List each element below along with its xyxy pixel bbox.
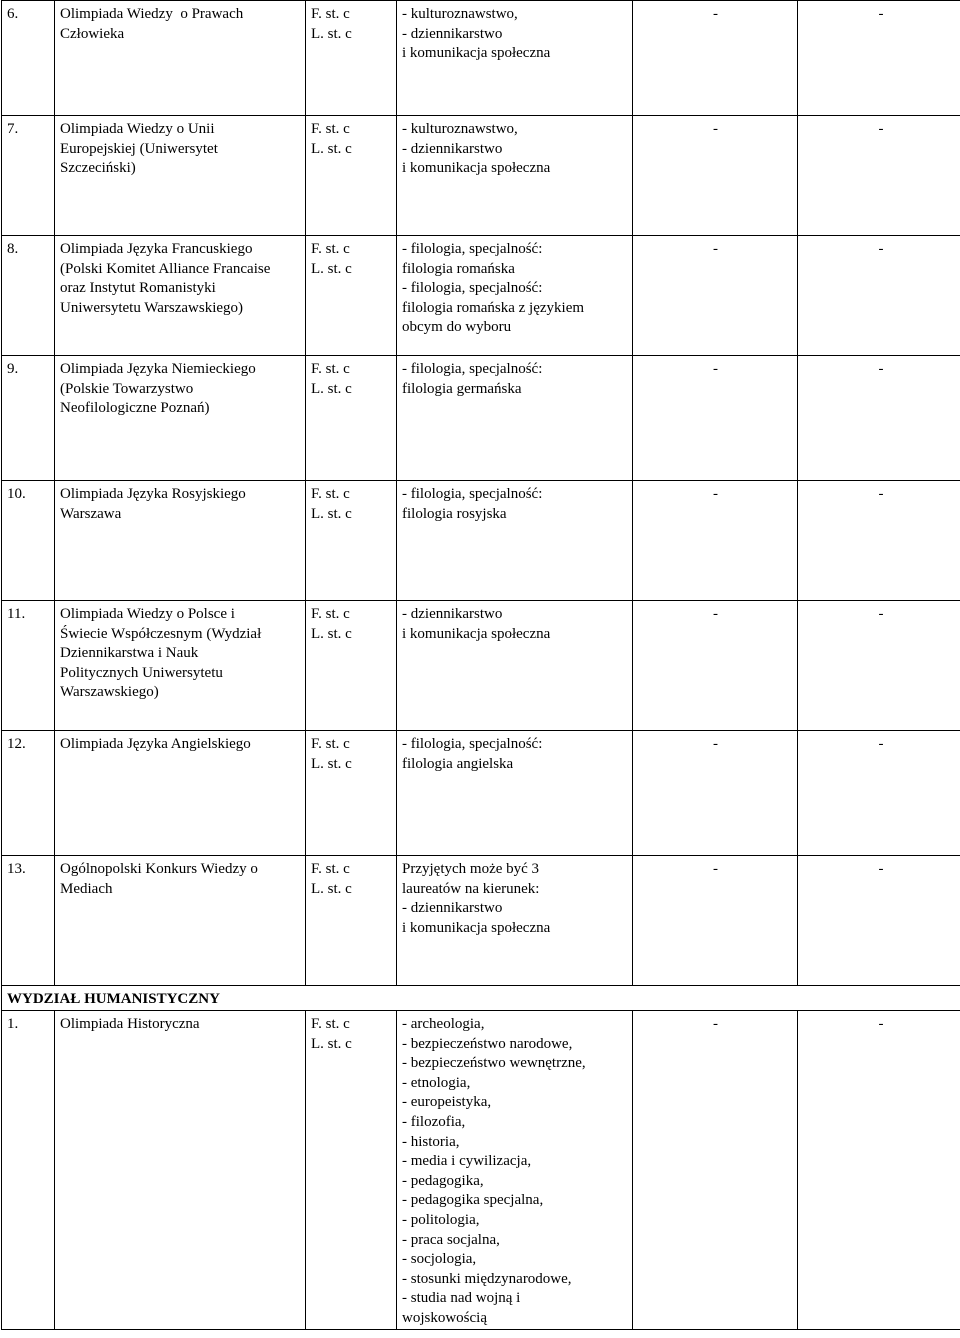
study-form-line: F. st. c [311,361,350,377]
study-fields-line: - filozofia, [402,1113,466,1130]
study-fields-line: - filologia, specjalność: [402,486,543,502]
dash-value: - [878,1016,884,1032]
study-fields-line: - kulturoznawstwo, [402,121,518,137]
study-fields [397,601,633,731]
competition-name-line: Olimpiada Języka Angielskiego [60,736,251,752]
entitlement-cell [633,481,798,601]
table-row [2,481,960,601]
table-row [2,116,960,236]
study-form-line: F. st. c [311,861,350,877]
study-form [306,356,397,481]
row-number [2,601,55,731]
study-fields-line: i komunikacja społeczna [402,625,551,642]
entitlement-cell [798,856,960,986]
table-row [2,1011,960,1330]
competition-name [55,116,306,236]
competition-name [55,236,306,356]
row-number [2,731,55,856]
row-number-text: 9. [7,361,19,377]
study-form-line: F. st. c [311,6,350,22]
study-fields-line: filologia angielska [402,755,514,772]
study-fields [397,481,633,601]
table-body-olympiads [2,1,960,986]
row-number-text: 8. [7,241,19,257]
dash-value: - [878,241,884,257]
row-number-text: 12. [7,736,26,752]
study-fields-line: - studia nad wojną i [402,1290,521,1307]
dash-value: - [713,361,718,377]
study-fields-line: i komunikacja społeczna [402,45,551,62]
competition-name [55,601,306,731]
table-row [2,731,960,856]
study-fields-line: - bezpieczeństwo narodowe, [402,1035,573,1052]
study-fields-line: i komunikacja społeczna [402,160,551,177]
row-number-text: 13. [7,861,26,877]
competition-name-line: Neofilologiczne Poznań) [60,400,210,417]
study-fields [397,1,633,116]
entitlement-cell [633,356,798,481]
study-fields-line: - socjologia, [402,1251,477,1268]
competition-name-line: Świecie Współczesnym (Wydział [60,625,262,642]
study-fields-line: - archeologia, [402,1016,485,1032]
entitlement-cell [633,731,798,856]
competition-name-line: Uniwersytetu Warszawskiego) [60,299,244,316]
study-fields-line: - bezpieczeństwo wewnętrzne, [402,1055,586,1072]
study-fields [397,236,633,356]
study-fields-line: - filologia, specjalność: [402,361,543,377]
dash-value: - [713,241,718,257]
study-fields-line: laureatów na kierunek: [402,880,540,897]
study-form [306,856,397,986]
study-fields-line: - kulturoznawstwo, [402,6,518,22]
competition-name-line: Człowieka [60,25,125,42]
row-number [2,1011,55,1330]
competition-name-line: Olimpiada Wiedzy o Prawach [60,6,244,22]
competition-name-line: Olimpiada Języka Niemieckiego [60,361,256,377]
dash-value: - [713,486,718,502]
competition-name-line: Olimpiada Wiedzy o Polsce i [60,606,235,622]
study-fields-line: - historia, [402,1133,460,1150]
competition-name-line: Politycznych Uniwersytetu [60,664,223,681]
dash-value: - [713,736,718,752]
study-fields-line: filologia rosyjska [402,505,507,522]
entitlement-cell [633,1,798,116]
row-number-text: 6. [7,6,19,22]
study-fields-line: - media i cywilizacja, [402,1153,532,1170]
competition-name-line: Dziennikarstwa i Nauk [60,645,199,662]
study-form-line: L. st. c [311,380,352,397]
entitlement-cell [798,601,960,731]
row-number-text: 7. [7,121,19,137]
study-fields [397,856,633,986]
row-number [2,116,55,236]
competition-name-line: (Polski Komitet Alliance Francaise [60,260,271,277]
study-form-line: L. st. c [311,25,352,42]
entitlement-cell [798,356,960,481]
table-row [2,856,960,986]
dash-value: - [713,1016,718,1032]
row-number [2,236,55,356]
competition-name [55,856,306,986]
row-number [2,481,55,601]
study-fields-line: - filologia, specjalność: [402,736,543,752]
dash-value: - [878,361,884,377]
dash-value: - [878,606,884,622]
study-form-line: L. st. c [311,140,352,157]
study-fields-line: filologia germańska [402,380,522,397]
study-fields-line: - pedagogika, [402,1172,484,1189]
competition-name-line: Mediach [60,880,113,897]
study-fields-line: wojskowością [402,1309,487,1326]
dash-value: - [713,606,718,622]
study-form [306,236,397,356]
entitlement-cell [633,116,798,236]
study-form [306,116,397,236]
study-fields-line: - praca socjalna, [402,1231,500,1248]
study-fields [397,356,633,481]
study-form-line: L. st. c [311,755,352,772]
entitlement-cell [633,1011,798,1330]
study-form [306,481,397,601]
study-form-line: L. st. c [311,880,352,897]
row-number-text: 11. [7,606,26,622]
table-row [2,601,960,731]
study-fields-line: - dziennikarstwo [402,900,503,917]
entitlement-cell [798,1,960,116]
study-fields-line: - pedagogika specjalna, [402,1192,544,1209]
study-form [306,1011,397,1330]
dash-value: - [878,6,884,22]
competition-name [55,481,306,601]
study-fields-line: - filologia, specjalność: [402,280,543,297]
competition-name-line: Warszawskiego) [60,684,159,701]
competition-name-line: Olimpiada Języka Francuskiego [60,241,253,257]
study-fields [397,731,633,856]
admissions-table [1,0,960,1330]
study-fields-line: filologia romańska [402,260,515,277]
study-fields [397,116,633,236]
section-title: WYDZIAŁ HUMANISTYCZNY [7,991,220,1008]
table-row [2,1,960,116]
study-fields-line: obcym do wyboru [402,319,512,336]
entitlement-cell [633,856,798,986]
dash-value: - [713,861,718,877]
competition-name [55,1,306,116]
row-number-text: 10. [7,486,26,502]
study-form-line: L. st. c [311,505,352,522]
competition-name-line: Olimpiada Historyczna [60,1016,200,1032]
competition-name-line: oraz Instytut Romanistyki [60,280,216,297]
study-form-line: F. st. c [311,241,350,257]
entitlement-cell [798,116,960,236]
row-number [2,1,55,116]
study-fields-line: - etnologia, [402,1074,471,1091]
competition-name [55,356,306,481]
dash-value: - [878,486,884,502]
competition-name-line: Ogólnopolski Konkurs Wiedzy o [60,861,258,877]
study-fields-line: - dziennikarstwo [402,140,503,157]
study-fields [397,1011,633,1330]
entitlement-cell [798,481,960,601]
study-fields-line: - dziennikarstwo [402,606,503,622]
entitlement-cell [798,236,960,356]
table-body-humanities [2,1011,960,1330]
study-form [306,601,397,731]
section-cell [2,986,960,1011]
study-form-line: F. st. c [311,486,350,502]
study-form-line: F. st. c [311,121,350,137]
competition-name [55,1011,306,1330]
study-fields-line: - dziennikarstwo [402,25,503,42]
dash-value: - [713,121,718,137]
study-form [306,1,397,116]
row-number [2,856,55,986]
table-row [2,356,960,481]
table-row [2,236,960,356]
entitlement-cell [798,731,960,856]
section-row [2,986,960,1011]
study-fields-line: - filologia, specjalność: [402,241,543,257]
section-header [2,986,960,1011]
row-number [2,356,55,481]
dash-value: - [878,121,884,137]
study-form-line: F. st. c [311,1016,350,1032]
study-form-line: L. st. c [311,260,352,277]
competition-name [55,731,306,856]
dash-value: - [713,6,718,22]
study-fields-line: - politologia, [402,1211,480,1228]
dash-value: - [878,736,884,752]
competition-name-line: Olimpiada Języka Rosyjskiego [60,486,246,502]
study-form [306,731,397,856]
study-form-line: F. st. c [311,606,350,622]
study-fields-line: filologia romańska z językiem [402,299,585,316]
competition-name-line: (Polskie Towarzystwo [60,380,194,397]
competition-name-line: Olimpiada Wiedzy o Unii [60,121,215,137]
study-fields-line: - stosunki międzynarodowe, [402,1270,572,1287]
study-fields-line: Przyjętych może być 3 [402,861,540,877]
entitlement-cell [633,236,798,356]
competition-name-line: Warszawa [60,505,122,522]
entitlement-cell [633,601,798,731]
study-form-line: L. st. c [311,1035,352,1052]
study-fields-line: i komunikacja społeczna [402,919,551,936]
study-form-line: F. st. c [311,736,350,752]
row-number-text: 1. [7,1016,19,1032]
entitlement-cell [798,1011,960,1330]
competition-name-line: Szczeciński) [60,160,136,177]
study-fields-line: - europeistyka, [402,1094,492,1111]
study-form-line: L. st. c [311,625,352,642]
competition-name-line: Europejskiej (Uniwersytet [60,140,218,157]
dash-value: - [878,861,884,877]
